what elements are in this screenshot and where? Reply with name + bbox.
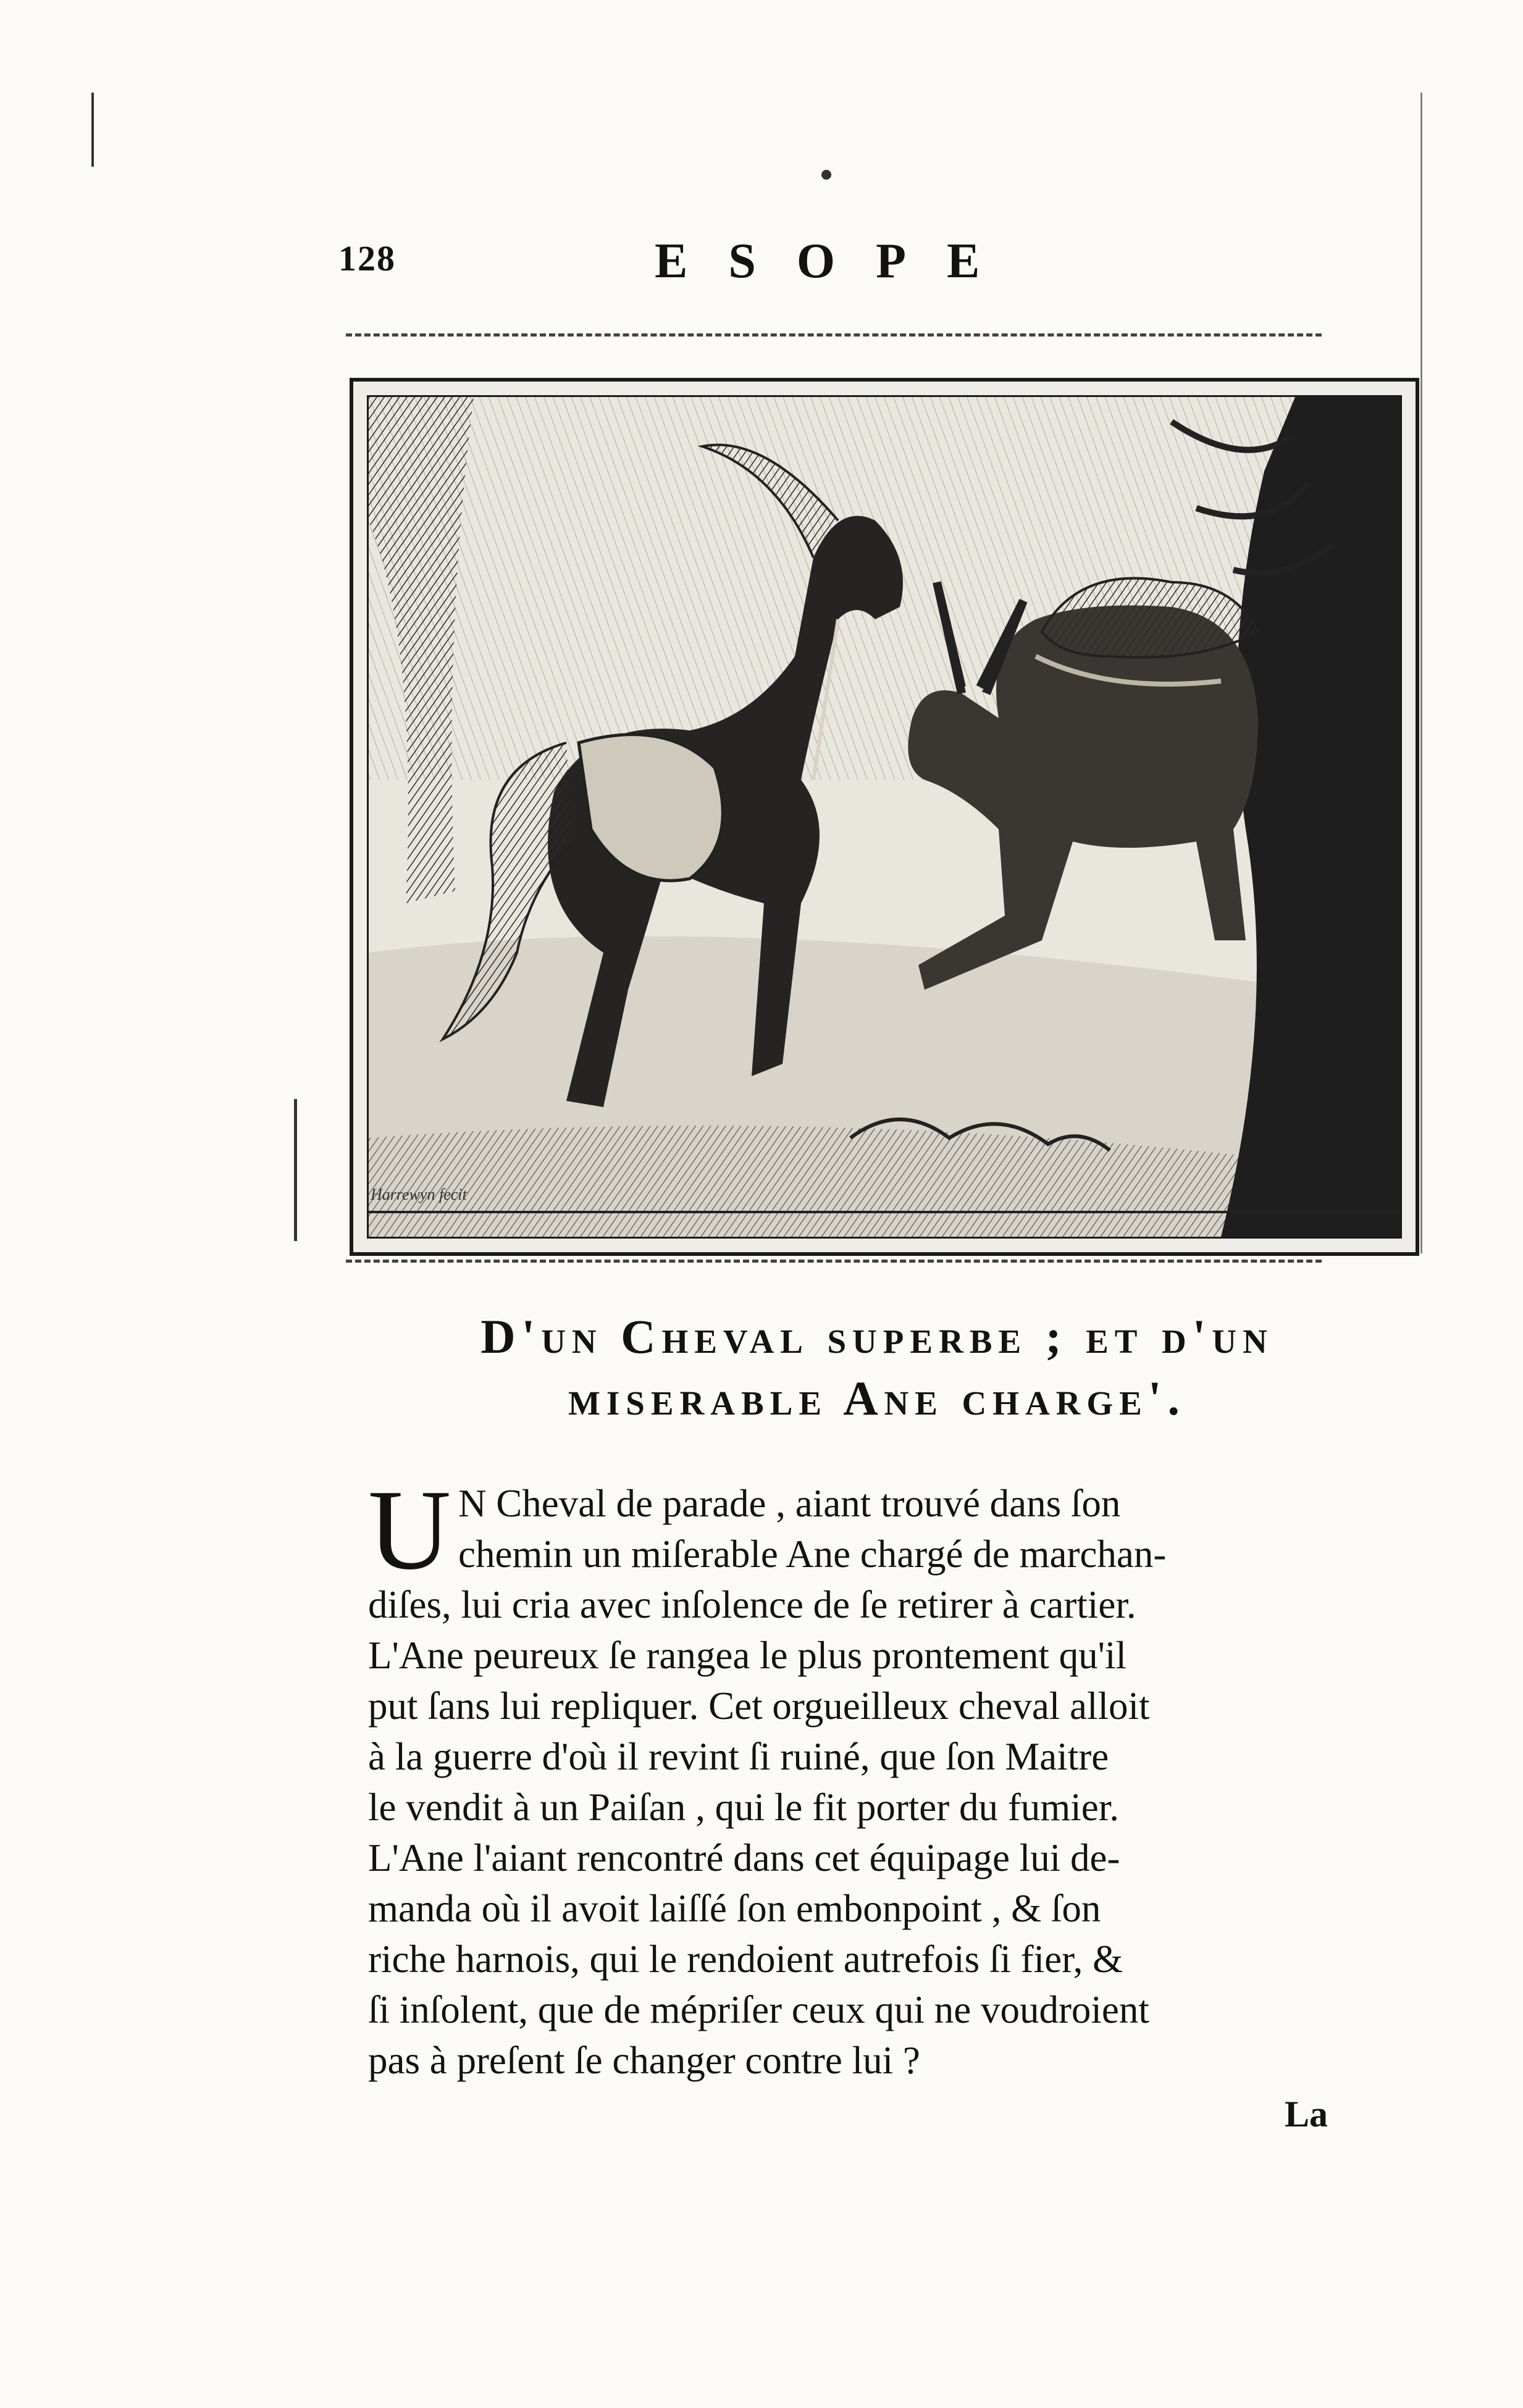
right-margin-line <box>1420 93 1422 1253</box>
text-line: L'Ane l'aiant rencontré dans cet équipage lui de- <box>368 1836 1120 1879</box>
text-line: à la guerre d'où il revint ſi ruiné, que ſon Maitre <box>368 1735 1109 1778</box>
fable-title-line-1: D'un Cheval superbe ; et d'un <box>480 1310 1273 1363</box>
horse-and-donkey-engraving <box>369 397 1400 1237</box>
engraver-signature: Harrewyn fecit <box>371 1185 467 1203</box>
text-line: ſi inſolent, que de mépriſer ceux qui ne voudroient <box>368 1988 1149 2031</box>
illustration-rule <box>346 1260 1322 1263</box>
drop-cap: U <box>368 1466 451 1594</box>
header-rule <box>346 333 1322 337</box>
left-margin-line <box>91 93 94 167</box>
text-line: diſes, lui cria avec inſolence de ſe retirer à cartier. <box>368 1583 1136 1626</box>
text-line: le vendit à un Paiſan , qui le fit porter du fumier. <box>368 1786 1119 1829</box>
text-line: L'Ane peureux ſe rangea le plus prontement qu'il <box>368 1634 1127 1677</box>
page-number: 128 <box>338 238 396 278</box>
running-title: ESOPE <box>655 234 1021 288</box>
engraving-illustration <box>350 378 1419 1256</box>
left-margin-line <box>294 1099 297 1241</box>
catchword: La <box>1284 2094 1328 2134</box>
speck <box>821 170 831 180</box>
text-line: pas à preſent ſe changer contre lui ? <box>368 2039 920 2082</box>
text-line: manda où il avoit laiſſé ſon embonpoint , & ſon <box>368 1887 1101 1930</box>
text-line: N Cheval de parade , aiant trouvé dans ſon <box>458 1482 1121 1525</box>
text-line: riche harnois, qui le rendoient autrefois ſi fier, & <box>368 1938 1123 1981</box>
text-line: put ſans lui repliquer. Cet orgueilleux cheval alloit <box>368 1684 1150 1728</box>
text-line: chemin un miſerable Ane chargé de marchan- <box>458 1532 1167 1576</box>
fable-title-line-2: miserable Ane charge'. <box>568 1371 1186 1425</box>
